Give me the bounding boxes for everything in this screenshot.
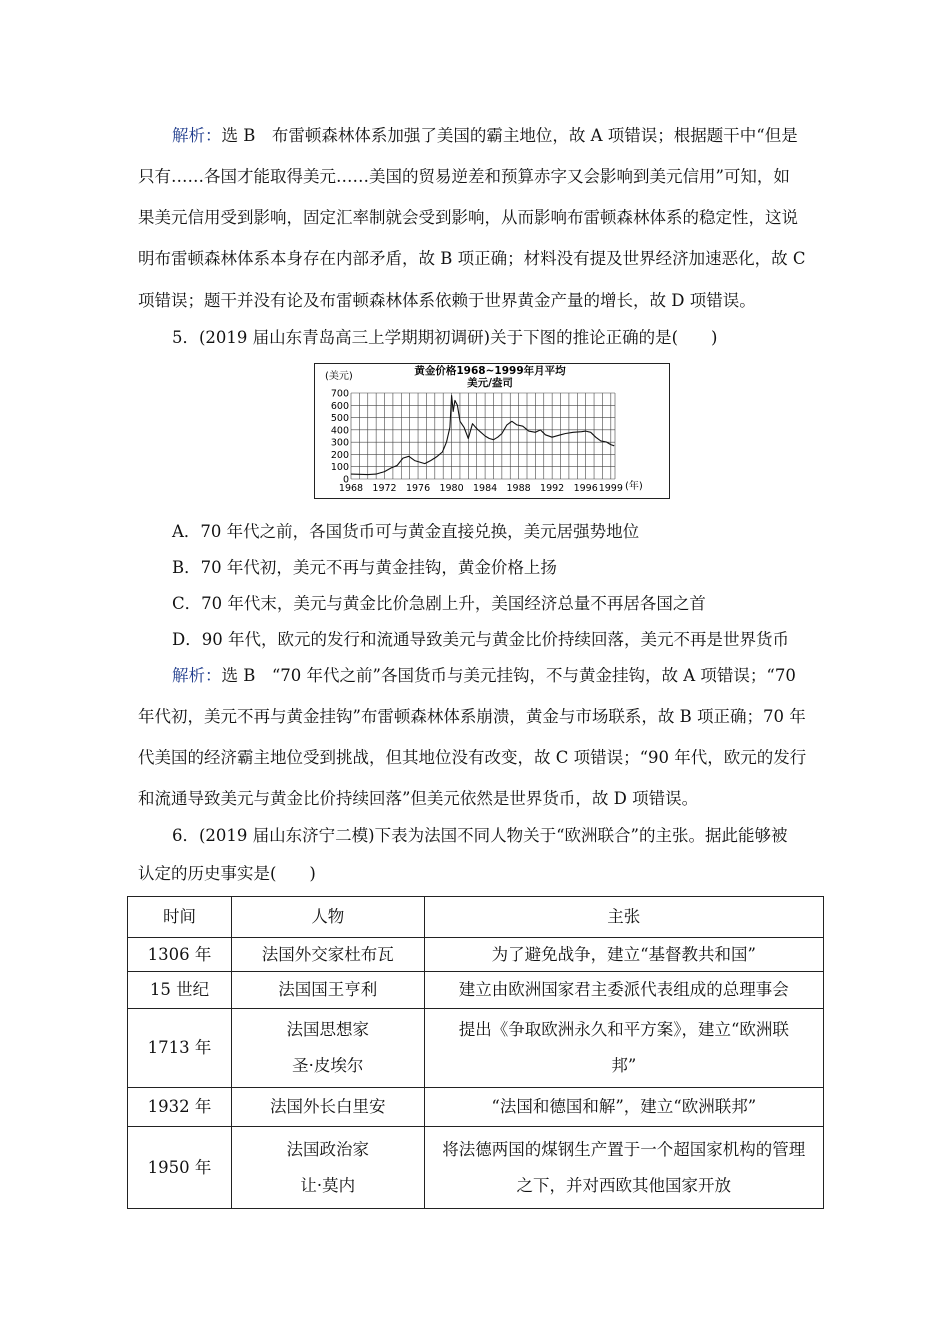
x-tick-label: 1992 [540, 483, 565, 494]
analysis5-line4: 和流通导致美元与黄金比价持续回落”但美元依然是世界货币，故 D 项错误。 [138, 789, 699, 808]
table-row [128, 972, 824, 1009]
gold-price-series-line [351, 396, 614, 475]
table-cell-claim: “法国和德国和解”，建立“欧洲联邦” [424, 1088, 823, 1127]
y-tick-label: 400 [330, 425, 349, 437]
question6-stem-line1: 6．(2019 届山东济宁二模)下表为法国不同人物关于“欧洲联合”的主张。据此能够被 [172, 826, 788, 845]
table-cell-person: 法国思想家 圣·皮埃尔 [231, 1009, 424, 1088]
y-tick-label: 500 [330, 413, 349, 425]
analysis4-line5: 项错误；题干并没有论及布雷顿森林体系依赖于世界黄金产量的增长，故 D 项错误。 [138, 291, 756, 310]
option-d: D．90 年代，欧元的发行和流通导致美元与黄金比价持续回落，美元不再是世界货币 [172, 630, 789, 649]
analysis4-line4: 明布雷顿森林体系本身存在内部矛盾，故 B 项正确；材料没有提及世界经济加速恶化，故 C [138, 249, 806, 268]
analysis4-line2: 只有……各国才能取得美元……美国的贸易逆差和预算赤字又会影响到美元信用”可知，如 [138, 167, 790, 186]
table-cell-time: 15 世纪 [128, 972, 232, 1009]
y-tick-label: 0 [342, 474, 349, 486]
table-cell-person: 法国外交家杜布瓦 [231, 938, 424, 972]
analysis-label: 解析： [172, 666, 222, 685]
analysis5-line1: 解析：选 B “70 年代之前”各国货币与美元挂钩，不与黄金挂钩，故 A 项错误；“70 [172, 666, 796, 685]
question5-stem: 5．(2019 届山东青岛高三上学期期初调研)关于下图的推论正确的是( ) [172, 328, 718, 347]
table-cell-person: 法国国王亨利 [231, 972, 424, 1009]
gold-price-chart [314, 363, 670, 499]
table-cell-claim: 提出《争取欧洲永久和平方案》，建立“欧洲联 邦” [424, 1009, 823, 1088]
table-header-time: 时间 [128, 897, 232, 938]
x-tick-label: 1980 [439, 483, 464, 494]
table-row [128, 1127, 824, 1209]
table-cell-time: 1713 年 [128, 1009, 232, 1088]
table-cell-time: 1306 年 [128, 938, 232, 972]
table-cell-claim: 为了避免战争，建立“基督教共和国” [424, 938, 823, 972]
table-header-claim: 主张 [424, 897, 823, 938]
gold-price-chart-svg [315, 364, 669, 498]
x-axis-label: (年) [625, 481, 643, 492]
analysis-label: 解析： [172, 126, 222, 145]
analysis4-line3: 果美元信用受到影响，固定汇率制就会受到影响，从而影响布雷顿森林体系的稳定性，这说 [138, 208, 798, 227]
analysis5-line2: 年代初，美元不再与黄金挂钩”布雷顿森林体系崩溃，黄金与市场联系，故 B 项正确；70 年 [138, 707, 806, 726]
x-tick-label: 1988 [506, 483, 531, 494]
table-row [128, 1009, 824, 1088]
table-cell-time: 1950 年 [128, 1127, 232, 1209]
x-tick-label: 1972 [372, 483, 397, 494]
y-tick-label: 100 [330, 462, 349, 474]
option-c: C．70 年代末，美元与黄金比价急剧上升，美国经济总量不再居各国之首 [172, 594, 706, 613]
y-tick-label: 300 [330, 437, 349, 449]
y-tick-label: 600 [330, 400, 349, 412]
x-tick-label: 1968 [338, 483, 364, 494]
table-cell-person: 法国政治家 让·莫内 [231, 1127, 424, 1209]
x-tick-label: 1976 [405, 483, 431, 494]
table-row [128, 938, 824, 972]
y-axis-label: (美元) [325, 371, 353, 382]
table-header-row [128, 897, 824, 938]
option-a: A．70 年代之前，各国货币可与黄金直接兑换，美元居强势地位 [172, 522, 640, 541]
claims-table [127, 896, 824, 1209]
x-tick-label: 1996 [573, 483, 598, 494]
table-cell-claim: 将法德两国的煤钢生产置于一个超国家机构的管理 之下，并对西欧其他国家开放 [424, 1127, 823, 1209]
x-tick-label: 1984 [473, 483, 498, 494]
question6-stem-line2: 认定的历史事实是( ) [138, 864, 316, 883]
y-tick-label: 200 [330, 449, 349, 461]
table-cell-time: 1932 年 [128, 1088, 232, 1127]
analysis5-line3: 代美国的经济霸主地位受到挑战，但其地位没有改变，故 C 项错误；“90 年代，欧元的发行 [138, 748, 807, 767]
analysis4-line1: 解析：选 B 布雷顿森林体系加强了美国的霸主地位，故 A 项错误；根据题干中“但是 [172, 126, 798, 145]
x-tick-label: 1999 [598, 483, 623, 494]
table-cell-person: 法国外长白里安 [231, 1088, 424, 1127]
table-header-person: 人物 [231, 897, 424, 938]
chart-title: 黄金价格1968~1999年月平均 [414, 365, 566, 377]
chart-subtitle: 美元/盎司 [467, 377, 513, 389]
table-cell-claim: 建立由欧洲国家君主委派代表组成的总理事会 [424, 972, 823, 1009]
option-b: B．70 年代初，美元不再与黄金挂钩，黄金价格上扬 [172, 558, 557, 577]
table-row [128, 1088, 824, 1127]
y-tick-label: 700 [330, 388, 349, 400]
